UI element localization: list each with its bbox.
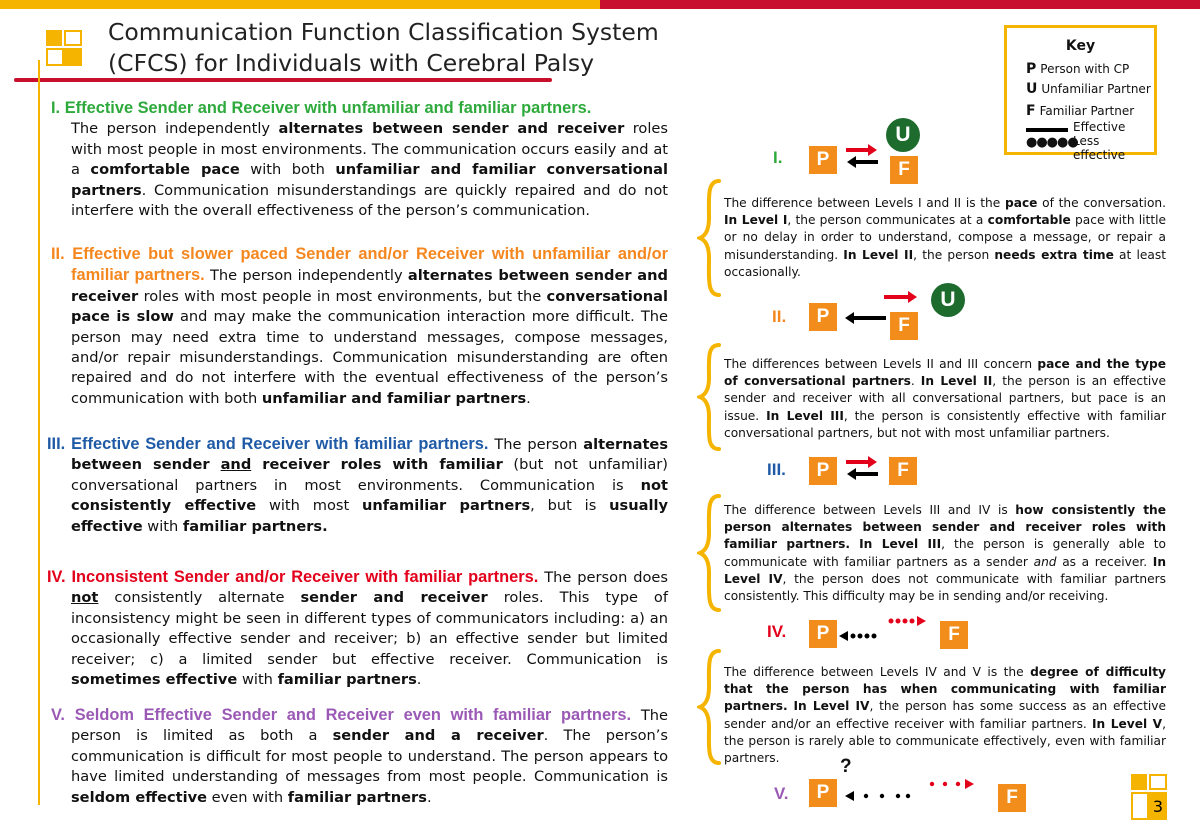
page-number: 3 — [1149, 792, 1167, 820]
level-3-text: (but not unfamiliar) conversational partners in most environments. Communication is — [71, 456, 668, 494]
level-2-bold: alternates between sender and receiver — [71, 267, 668, 305]
level-4-text: roles. This type of inconsistency might be seen in different types of communicators including: a) an occasionally effective sender and receiver; b) an effective sender but limited receiver; c) a limited sender but effective receiver. Communication is — [71, 589, 668, 668]
explanation-text: at least occasionally. — [724, 247, 1166, 279]
level-1-bold: alternates between sender and receiver — [278, 120, 625, 138]
level-3-text: The person — [488, 436, 584, 453]
top-bar-yellow — [0, 0, 600, 9]
explanation-bold: In Level IV — [793, 699, 870, 714]
explanation-text: pace with little or no delay in order to understand, compose a message, or repair a misunderstanding. — [724, 213, 1166, 262]
level-5-bold: seldom effective — [71, 788, 208, 806]
level-1-heading: Effective Sender and Receiver with unfamiliar and familiar partners. — [64, 99, 592, 117]
two-way-arrow-icon — [846, 455, 878, 481]
level-2-text: roles with most people in most environments, but the — [138, 287, 547, 305]
page-title — [108, 17, 659, 79]
diagram-label-3: III. — [767, 460, 786, 479]
explanation-text: The differences between Levels II and III concern — [724, 357, 1038, 371]
left-vertical-rule — [38, 60, 40, 805]
level-3-bold: familiar partners. — [182, 517, 328, 535]
page-title-line1: Communication Function Classification System — [108, 18, 659, 46]
diagram-label-5: V. — [774, 784, 789, 803]
level-4-bold-underlined: not — [71, 589, 99, 607]
level-1-bold: unfamiliar and familiar conversational partners — [71, 161, 668, 199]
level-3-bold: usually effective — [71, 497, 668, 535]
explanation-bold: In Level I — [724, 213, 788, 228]
key-solid-line-icon — [1026, 128, 1068, 132]
explanation-text: . — [910, 374, 921, 389]
level-3-bold: receiver roles with familiar — [251, 456, 503, 474]
key-u-label: Unfamiliar Partner — [1041, 82, 1151, 96]
key-row-familiar — [1026, 103, 1134, 119]
explanation-text: , the person is an effective sender and receiver with all conversational partners, but pace is an issue. — [724, 374, 1166, 423]
level-2-numeral: II. — [51, 245, 65, 263]
explanation-text: , the person does not communicate with familiar partners consistently. This difficulty may be in sending and/or receiving. — [724, 571, 1166, 604]
key-row-person — [1026, 61, 1129, 77]
diagram-f-box: F — [940, 621, 968, 649]
level-2-block — [51, 244, 668, 409]
explanation-bold: In Level III — [766, 408, 844, 423]
page-title-line2: (CFCS) for Individuals with Cerebral Palsy — [108, 49, 594, 77]
level-4-bold: sometimes effective — [71, 671, 238, 689]
level-3-bold: alternates between sender — [71, 436, 669, 474]
level-2-text: and may make the communication interaction more difficult. The person may need extra time to understand messages, compose messages, and/or repair misunderstandings. Communication misunderstanding are often repaired and do not interfere with the eventual effectiveness of the person’s communication with both — [71, 308, 668, 407]
diagram-label-2: II. — [772, 307, 787, 326]
level-2-description — [51, 244, 668, 409]
explanation-bold: comfortable — [987, 213, 1071, 228]
question-mark: ? — [840, 756, 852, 777]
explanation-text: of the conversation. — [1037, 196, 1166, 210]
level-5-text: . The person’s communication is difficult for most people to understand. The person appears to have limited understanding of messages from most people. Communication is — [71, 727, 669, 786]
level-3-bold: not consistently effective — [71, 476, 668, 515]
key-f-label: Familiar Partner — [1039, 104, 1135, 118]
level-4-text: . — [416, 671, 422, 689]
diagram-u-circle: U — [886, 118, 920, 152]
level-4-text: with — [237, 671, 278, 689]
explanation-text: The difference between Levels III and IV is — [724, 503, 1016, 517]
diagram-label-4: IV. — [767, 622, 787, 641]
level-4-heading: Inconsistent Sender and/or Receiver with familiar partners. — [71, 568, 539, 586]
level-3-heading: Effective Sender and Receiver with familiar partners. — [71, 435, 489, 453]
level-1-block — [51, 98, 668, 221]
explanation-text: as a receiver. — [1056, 554, 1153, 569]
explanation-text: The difference between Levels I and II is the — [724, 196, 1005, 210]
level-1-text: roles with most people in most environments. The communication occurs easily and at a — [71, 120, 668, 179]
key-p-label: Person with CP — [1040, 62, 1130, 76]
explanation-italic: and — [1033, 554, 1057, 569]
level-2-bold: conversational pace is slow — [71, 287, 668, 326]
two-way-arrow-icon — [846, 143, 878, 169]
diagram-f-box: F — [889, 457, 917, 485]
key-row-unfamiliar — [1026, 81, 1151, 97]
diagram-p-box: P — [809, 303, 837, 331]
explanation-2-3 — [724, 356, 1166, 442]
explanation-bold: In Level IV — [724, 554, 1166, 586]
diagram-p-box: P — [809, 620, 837, 648]
level-4-numeral: IV. — [47, 568, 66, 586]
level-5-bold: sender and a receiver — [332, 727, 544, 745]
diagram-u-circle: U — [931, 283, 965, 317]
level-3-block — [47, 434, 668, 537]
level-2-text: The person independently — [204, 267, 408, 285]
level-3-text: with — [142, 517, 183, 535]
dotted-two-way-arrow-icon — [838, 614, 938, 648]
level-5-text: . — [426, 788, 432, 806]
explanation-bold: pace and the type of conversational partners — [724, 357, 1166, 389]
level-1-numeral: I. — [51, 99, 61, 117]
diagram-f-box: F — [890, 156, 918, 184]
diagram-f-box: F — [890, 312, 918, 340]
level-1-text: with both — [239, 161, 336, 179]
level-5-numeral: V. — [51, 706, 65, 724]
level-1-bold: comfortable pace — [90, 161, 240, 179]
level-3-text: with most — [256, 497, 363, 515]
key-p-letter: P — [1026, 61, 1037, 77]
explanation-bold: pace — [1005, 196, 1038, 210]
explanation-bold: In Level II — [843, 247, 914, 262]
key-dotted-line-icon: ●●●●● — [1026, 135, 1078, 150]
level-3-text: , but is — [530, 497, 610, 515]
explanation-bold: In Level III — [859, 537, 942, 552]
explanation-text: The difference between Levels IV and V is the — [724, 665, 1031, 679]
diagram-p-box: P — [809, 779, 837, 807]
diagram-f-box: F — [998, 784, 1026, 812]
key-effective-label: Effective — [1073, 120, 1126, 134]
explanation-text: , the person has some success as an effective sender and/or an effective receiver with familiar partners. — [724, 699, 1167, 731]
curly-brace-icon — [697, 342, 723, 452]
diagram-label-1: I. — [773, 148, 783, 167]
level-4-block — [47, 567, 668, 690]
level-3-bold: unfamiliar partners — [362, 497, 531, 515]
level-3-numeral: III. — [47, 435, 66, 453]
explanation-3-4 — [724, 502, 1166, 605]
key-u-letter: U — [1026, 81, 1038, 97]
explanation-1-2 — [724, 195, 1166, 281]
explanation-bold: how consistently the person alternates between sender and receiver roles with familiar partners. — [724, 503, 1166, 552]
explanation-text: , the person is consistently effective with familiar conversational partners, but not with most unfamiliar partners. — [724, 408, 1166, 440]
level-4-text: The person does — [538, 569, 669, 586]
level-5-description — [51, 705, 668, 808]
explanation-text: , the person is generally able to communicate with familiar partners as a sender — [724, 537, 1167, 569]
level-1-description — [51, 119, 668, 221]
key-title: Key — [1065, 38, 1096, 54]
level-5-text: even with — [207, 788, 288, 806]
explanation-bold: In Level II — [920, 374, 993, 389]
level-3-bold-underlined: and — [220, 456, 252, 474]
level-5-heading: Seldom Effective Sender and Receiver even with familiar partners. — [74, 706, 632, 724]
curly-brace-icon — [697, 493, 723, 613]
page-number-badge — [1131, 774, 1167, 820]
level-2-text: . — [526, 389, 531, 407]
level-5-text: The person is limited as both a — [71, 707, 668, 745]
explanation-text: , the person communicates at a — [787, 213, 988, 228]
diagram-p-box: P — [809, 457, 837, 485]
level-4-text: consistently alternate — [98, 589, 301, 607]
level-5-bold: familiar partners — [287, 788, 427, 806]
level-2-bold: unfamiliar and familiar partners — [261, 389, 527, 407]
level-3-description — [47, 434, 668, 537]
explanation-bold: In Level V — [1091, 716, 1163, 731]
explanation-4-5 — [724, 664, 1166, 767]
level-1-text: . Communication misunderstandings are quickly repaired and do not interfere with the overall effectiveness of the person’s communication. — [71, 181, 668, 220]
diagram-p-box: P — [809, 146, 837, 174]
key-less-effective-label: Less effective — [1073, 134, 1126, 162]
sparse-dotted-two-way-arrow-icon — [844, 777, 984, 807]
curly-brace-icon — [697, 178, 723, 298]
level-2-heading: Effective but slower paced Sender and/or Receiver with unfamiliar and/or familiar partners. — [71, 245, 669, 285]
level-4-description — [47, 567, 668, 690]
explanation-text: , the person is rarely able to communicate effectively, even with familiar partners. — [724, 716, 1166, 766]
curly-brace-icon — [697, 648, 723, 766]
title-underline — [14, 78, 552, 82]
key-f-letter: F — [1026, 103, 1036, 119]
explanation-bold: degree of difficulty that the person has when communicating with familiar partners. — [724, 665, 1166, 714]
level-1-text: The person independently — [71, 120, 279, 138]
explanation-text: , the person — [913, 247, 995, 262]
explanation-text — [850, 537, 859, 551]
level-4-bold: familiar partners — [277, 671, 417, 689]
explanation-bold: needs extra time — [994, 247, 1114, 262]
cfcs-logo-icon — [46, 30, 82, 66]
level-5-block — [51, 705, 668, 808]
legend-key — [1004, 25, 1157, 162]
level-4-bold: sender and receiver — [300, 589, 488, 607]
